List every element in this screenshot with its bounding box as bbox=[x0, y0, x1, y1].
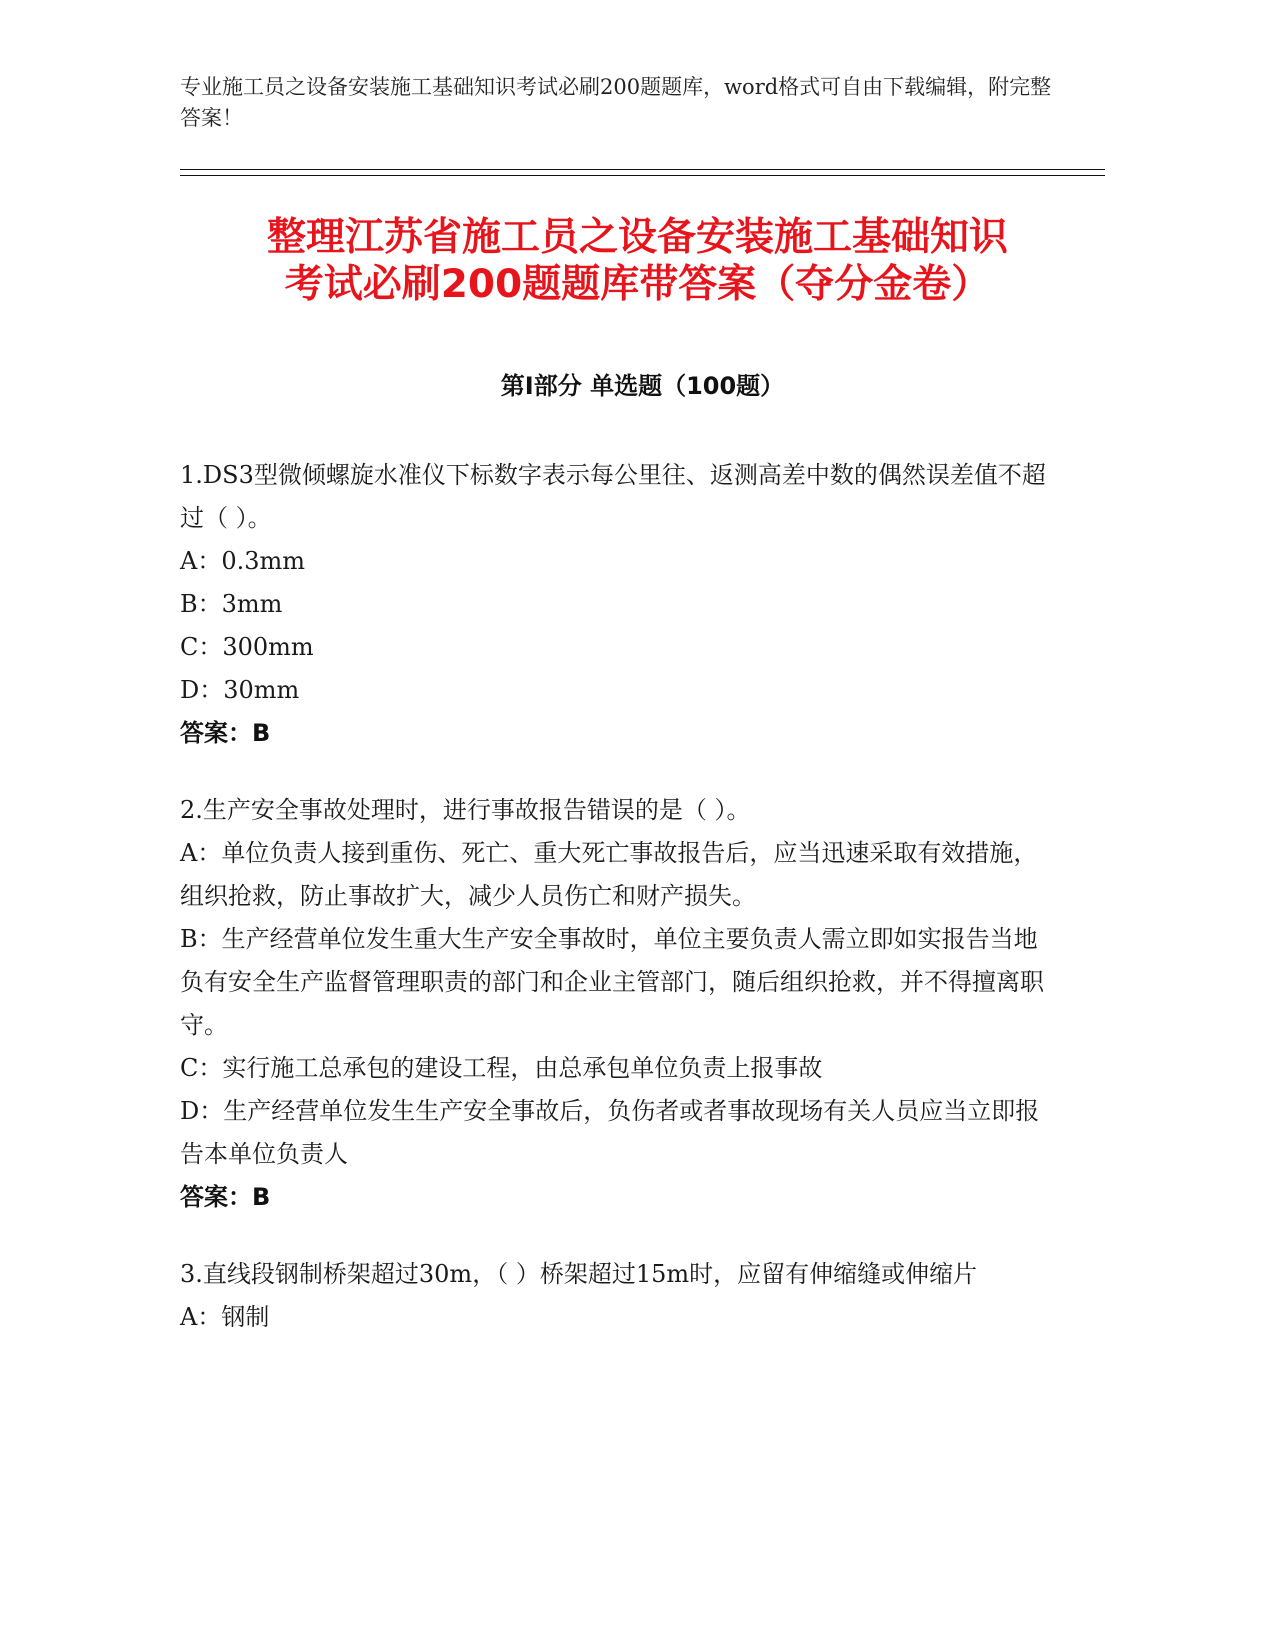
answer-label: 答案：B bbox=[180, 719, 271, 747]
option-b: B：3mm bbox=[180, 590, 283, 618]
question-stem: 1.DS3型微倾螺旋水准仪下标数字表示每公里往、返测高差中数的偶然误差值不超过（ ）。 bbox=[180, 461, 1046, 532]
question-stem: 2.生产安全事故处理时，进行事故报告错误的是（ ）。 bbox=[180, 796, 751, 824]
answer-label: 答案：B bbox=[180, 1183, 271, 1211]
option-c: C：实行施工总承包的建设工程，由总承包单位负责上报事故 bbox=[180, 1054, 823, 1082]
option-a: A：钢制 bbox=[180, 1303, 270, 1331]
option-d: D：30mm bbox=[180, 676, 300, 704]
option-b: B：生产经营单位发生重大生产安全事故时，单位主要负责人需立即如实报告当地负有安全生产监督管理职责的部门和企业主管部门，随后组织抢救，并不得擅离职守。 bbox=[180, 925, 1044, 1039]
header-note: 专业施工员之设备安装施工基础知识考试必刷200题题库，word格式可自由下载编辑，附完整答案！ bbox=[180, 75, 1052, 130]
question-3 bbox=[180, 1253, 1050, 1339]
question-list bbox=[180, 454, 1050, 1373]
header-divider-top bbox=[180, 169, 1105, 170]
question-1 bbox=[180, 454, 1050, 755]
document-title-line-2: 考试必刷200题题库带答案（夺分金卷） bbox=[284, 262, 991, 307]
document-title bbox=[150, 214, 1125, 308]
option-a: A：单位负责人接到重伤、死亡、重大死亡事故报告后，应当迅速采取有效措施，组织抢救，防止事故扩大，减少人员伤亡和财产损失。 bbox=[180, 839, 1038, 910]
option-a: A：0.3mm bbox=[180, 547, 306, 575]
section-title: 第I部分 单选题（100题） bbox=[500, 372, 785, 400]
option-c: C：300mm bbox=[180, 633, 314, 661]
header-divider-bottom bbox=[180, 175, 1105, 176]
question-2 bbox=[180, 789, 1050, 1219]
document-title-line-1: 整理江苏省施工员之设备安装施工基础知识 bbox=[266, 215, 1008, 260]
question-stem: 3.直线段钢制桥架超过30m，（ ）桥架超过15m时，应留有伸缩缝或伸缩片 bbox=[180, 1260, 978, 1288]
option-d: D：生产经营单位发生生产安全事故后，负伤者或者事故现场有关人员应当立即报告本单位负责人 bbox=[180, 1097, 1040, 1168]
